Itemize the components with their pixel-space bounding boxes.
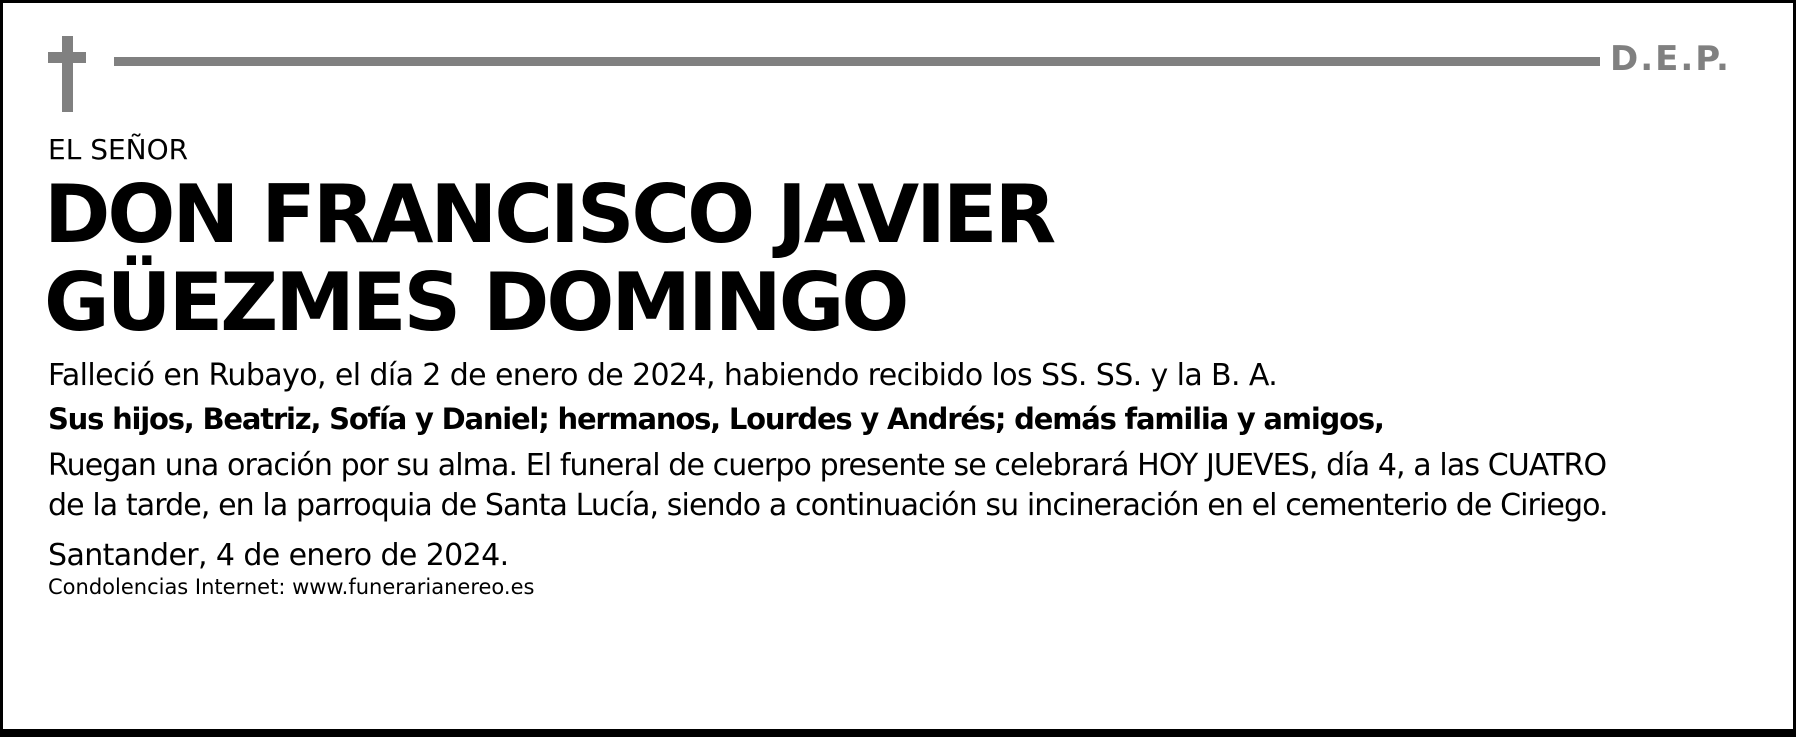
header-rule xyxy=(114,57,1600,66)
notice-header xyxy=(48,36,1758,112)
death-statement: Falleció en Rubayo, el día 2 de enero de 2024, habiendo recibido los SS. SS. y la B. A. xyxy=(48,358,1278,393)
cross-horizontal-bar xyxy=(48,52,86,63)
deceased-name-line-2: GÜEZMES DOMINGO xyxy=(44,256,907,349)
notice-body xyxy=(44,130,1758,600)
funeral-details-line-2: de la tarde, en la parroquia de Santa Lucía, siendo a continuación su incineración en el cementerio de Ciriego. xyxy=(48,488,1608,523)
dep-abbreviation: D.E.P. xyxy=(1610,39,1731,79)
condolences-link[interactable]: Condolencias Internet: www.funerarianereo.es xyxy=(48,575,535,599)
place-and-date: Santander, 4 de enero de 2024. xyxy=(48,538,509,573)
cross-icon xyxy=(48,36,86,112)
deceased-name-line-1: DON FRANCISCO JAVIER xyxy=(44,168,1054,261)
funeral-details-line-1: Ruegan una oración por su alma. El funeral de cuerpo presente se celebrará HOY JUEVES, día 4, a las CUATRO xyxy=(48,448,1607,483)
family-list: Sus hijos, Beatriz, Sofía y Daniel; hermanos, Lourdes y Andrés; demás familia y amigos, xyxy=(48,402,1384,436)
cross-vertical-bar xyxy=(62,36,73,112)
honorific: EL SEÑOR xyxy=(48,133,189,166)
